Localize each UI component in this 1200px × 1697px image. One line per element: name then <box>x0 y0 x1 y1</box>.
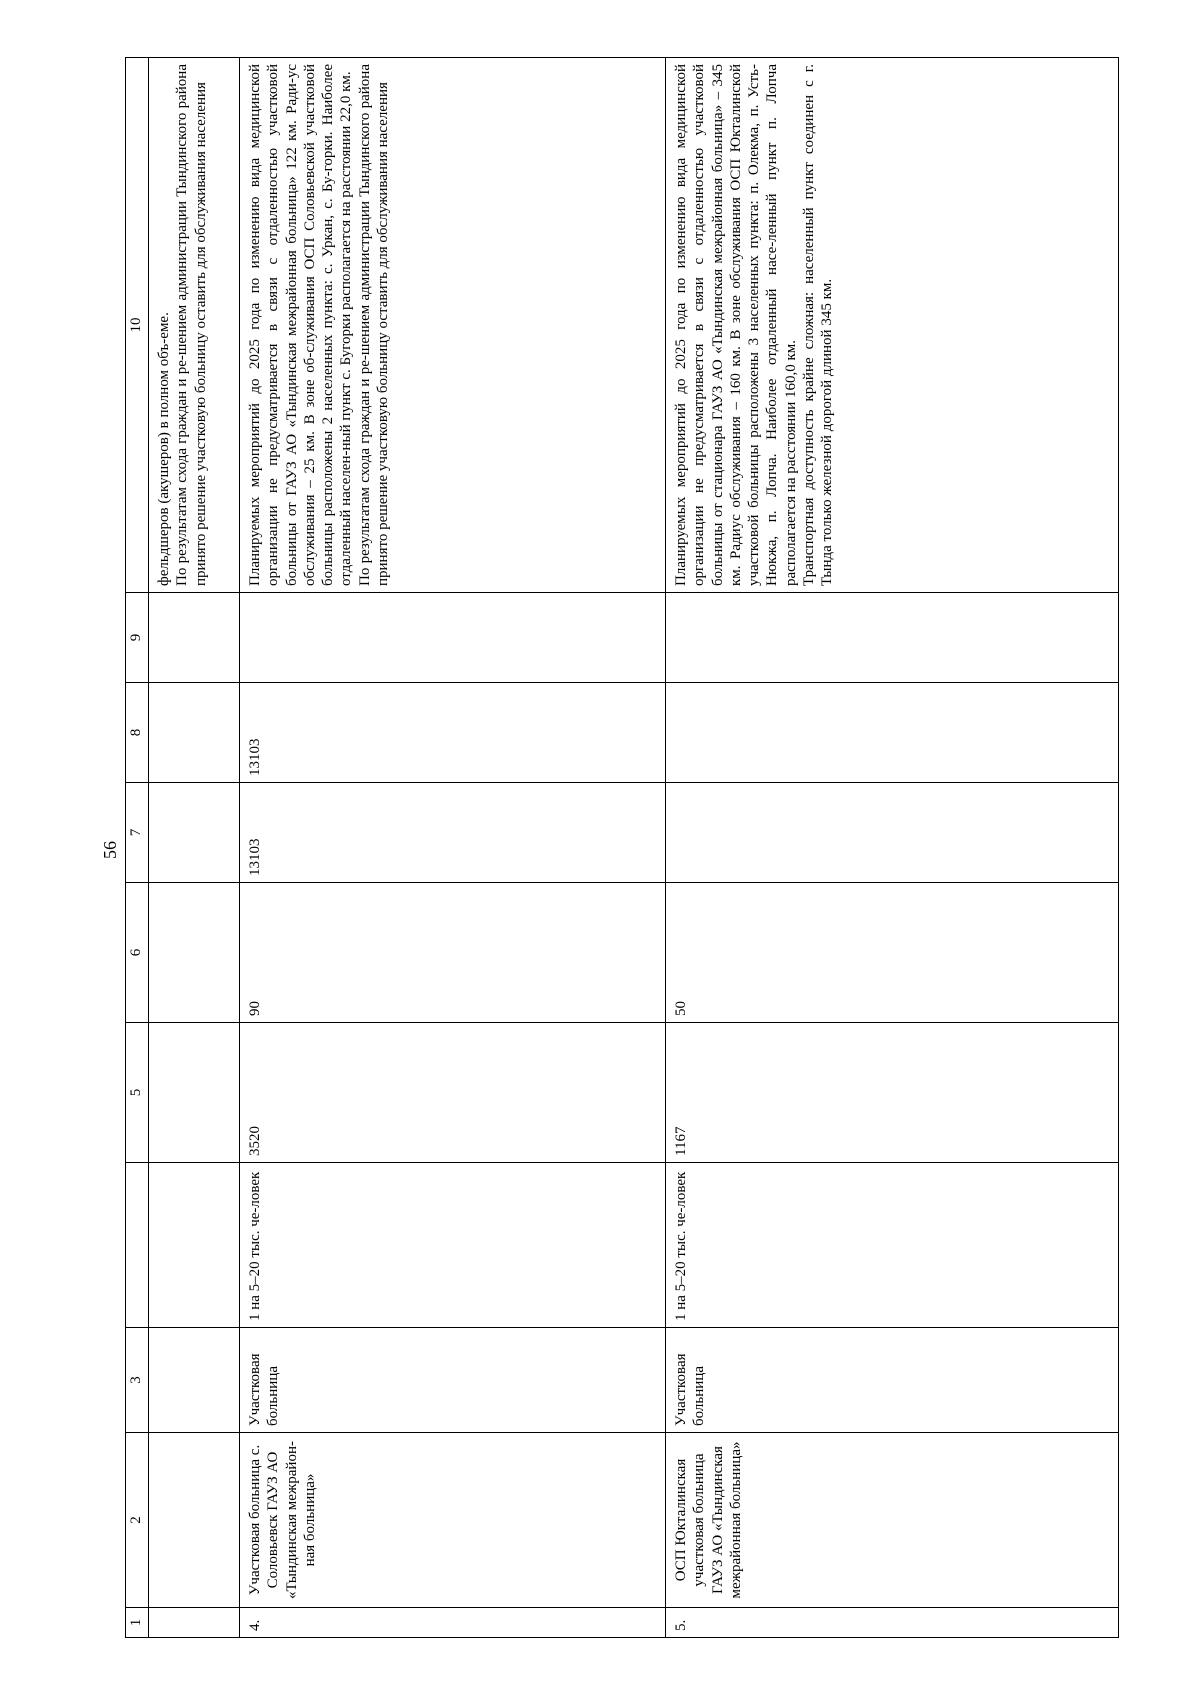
value-cell-6: 90 <box>240 883 666 1023</box>
header-cell: 6 <box>126 883 149 1023</box>
value-cell-8: 13103 <box>240 683 666 783</box>
description-paragraph: По результатам схода граждан и ре-шением администрации Тындинского района принято решение участковую больницу оставить для обслуживания населения <box>174 64 209 586</box>
table-cell <box>149 1328 240 1433</box>
header-cell: 10 <box>126 58 149 593</box>
table-cell <box>149 883 240 1023</box>
value-cell-7 <box>666 783 1119 883</box>
header-cell: 1 <box>126 1608 149 1638</box>
description-cell <box>240 58 666 593</box>
row-number: 5. <box>666 1608 1119 1638</box>
organization-type: Участковая больница <box>240 1328 666 1433</box>
row-number: 4. <box>240 1608 666 1638</box>
table-cell <box>149 1023 240 1163</box>
header-row <box>126 58 149 1638</box>
organization-type: Участковая больница <box>666 1328 1119 1433</box>
table-row <box>666 58 1119 1638</box>
table-cell <box>149 1433 240 1608</box>
table-cell <box>149 683 240 783</box>
value-cell-8 <box>666 683 1119 783</box>
header-cell <box>126 1163 149 1328</box>
description-paragraph: Транспортная доступность крайне сложная: населенный пункт соединен с г. Тында только железной дорогой длиной 345 км. <box>801 64 836 586</box>
table-container <box>125 58 1110 1638</box>
value-cell-5: 1167 <box>666 1023 1119 1163</box>
table-cell <box>149 593 240 683</box>
header-cell: 2 <box>126 1433 149 1608</box>
description-paragraph: фельдшеров (акушеров) в полном объ-еме. <box>156 312 172 586</box>
description-cell <box>666 58 1119 593</box>
value-cell-5: 3520 <box>240 1023 666 1163</box>
coverage-norm: 1 на 5–20 тыс. че-ловек <box>240 1163 666 1328</box>
value-cell-9 <box>666 593 1119 683</box>
data-table <box>125 57 1119 1638</box>
table-row-continuation <box>149 58 240 1638</box>
header-cell: 9 <box>126 593 149 683</box>
table-row <box>240 58 666 1638</box>
value-cell-6: 50 <box>666 883 1119 1023</box>
header-cell: 7 <box>126 783 149 883</box>
description-paragraph: По результатам схода граждан и ре-шением администрации Тындинского района принято решение участковую больницу оставить для обслуживания населения <box>356 64 392 586</box>
header-cell: 3 <box>126 1328 149 1433</box>
organization-name: ОСП Юкталинская участковая больница ГАУЗ АО «Тындинская межрайонная больница» <box>666 1433 1119 1608</box>
value-cell-7: 13103 <box>240 783 666 883</box>
table-cell <box>149 1163 240 1328</box>
organization-name: Участковая больница с. Соловьевск ГАУЗ АО «Тындинская межрайон-ная больница» <box>240 1433 666 1608</box>
description-paragraph: Планируемых мероприятий до 2025 года по изменению вида медицинской организации не предусматривается в связи с отдаленностью участковой больницы от ГАУЗ АО «Тындинская межрайонная больница» 122 км. Ради-ус обслуживания – 25 км. В зоне об-служивания ОСП Соловьевской участковой больницы расположены 2 населенных пункта: с. Уркан, с. Бу-горки. Наиболее отдаленный населен-ный пункт с. Бугорки располагается на расстоянии 22,0 км. <box>247 64 355 586</box>
table-cell <box>149 783 240 883</box>
page-number: 56 <box>100 841 120 859</box>
description-paragraph: Планируемых мероприятий до 2025 года по изменению вида медицинской организации не предусматривается в связи с отдаленностью участковой больницы от стационара ГАУЗ АО «Тындинская межрайонная больница» – 345 км. Радиус обслуживания – 160 км. В зоне обслуживания ОСП Юкталинской участковой больницы расположены 3 населенных пункта: п. Олекма, п. Усть-Нюкжа, п. Лопча. Наиболее отдаленный насе-ленный пункт п. Лопча располагается на расстоянии 160,0 км. <box>673 64 799 586</box>
value-cell-9 <box>240 593 666 683</box>
description-cell <box>149 58 240 593</box>
header-cell: 5 <box>126 1023 149 1163</box>
table-cell <box>149 1608 240 1638</box>
coverage-norm: 1 на 5–20 тыс. че-ловек <box>666 1163 1119 1328</box>
header-cell: 8 <box>126 683 149 783</box>
